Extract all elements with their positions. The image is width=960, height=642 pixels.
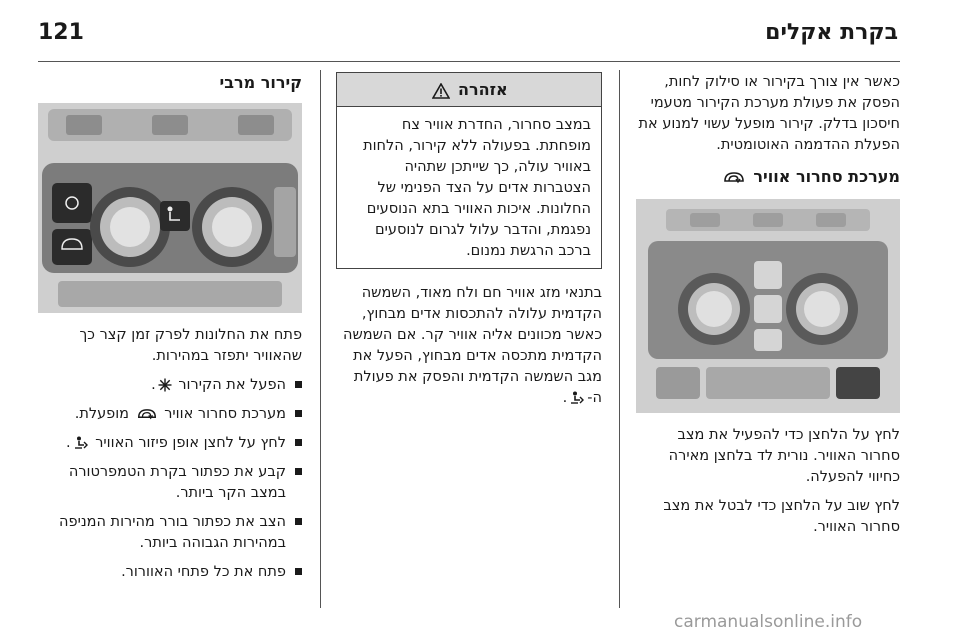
list-item: לחץ על לחצן אופן פיזור האוויר . xyxy=(38,433,302,454)
list-item: קבע את כפתור בקרת הטמפרטורה במצב הקר ביותר. xyxy=(38,462,302,504)
humid-weather-paragraph: בתנאי מזג אוויר חם ולח מאוד, השמשה הקדמית עלולה להתכסות אדים מבחוץ, כאשר מכוונים אליה אוויר קר. אם השמשה הקדמית מתכסה אדים מבחוץ, הפעל את מגב השמשה הקדמית והפסק את פעולת ה-. xyxy=(343,285,602,406)
column-divider xyxy=(619,70,620,608)
warning-body: במצב סחרור, החדרת אוויר צח מופחתת. בפעולה ללא קירור, הלחות באוויר עולה, כך שייתכן שתהיה הצטברות אדים על הצד הפנימי של החלונות. איכות האוויר בתא הנוסעים נפגמת, והדבר עלול לגרום לנוסעים ברכב הרגשת נמנום. xyxy=(363,117,591,259)
warning-box xyxy=(336,72,602,269)
warning-header xyxy=(337,73,601,107)
max-cooling-heading: קירור מרבי xyxy=(219,73,302,92)
air-distribution-icon xyxy=(73,436,89,450)
bullet-square xyxy=(295,410,302,417)
intro-paragraph: כאשר אין צורך בקירור או סילוק לחות, הפסק את פעולת מערכת הקירור מטעמי חיסכון בדלק. קירור מופעל עשוי למנוע את הפעלת ההדממה האוטומטית. xyxy=(638,74,900,153)
recirculation-icon xyxy=(136,408,158,421)
column-divider xyxy=(320,70,321,608)
recirculation-off-paragraph: לחץ שוב על הלחצן כדי לבטל את מצב סחרור האוויר. xyxy=(663,498,900,535)
section-heading-recirculation xyxy=(636,166,900,187)
watermark: carmanualsonline.info xyxy=(674,612,863,632)
page-title: בקרת אקלים xyxy=(765,20,898,45)
header-rule xyxy=(38,61,900,62)
max-cooling-steps xyxy=(38,375,302,583)
bullet-square xyxy=(295,439,302,446)
control-panel-photo-max-cooling xyxy=(38,103,302,313)
ac-snowflake-icon xyxy=(158,378,172,392)
control-panel-photo-recirculation xyxy=(636,199,900,413)
recirculation-icon xyxy=(722,171,746,185)
list-item: פתח את כל פתחי האוורור. xyxy=(38,562,302,583)
warning-title: אזהרה xyxy=(457,80,508,99)
warning-triangle-icon xyxy=(432,83,450,99)
list-item: הפעל את הקירור . xyxy=(38,375,302,396)
section-heading-text: מערכת סחרור אוויר xyxy=(753,167,900,186)
page-header xyxy=(38,14,898,54)
air-distribution-icon xyxy=(569,391,585,405)
bullet-square xyxy=(295,381,302,388)
middle-column xyxy=(336,72,602,417)
page-number: 121 xyxy=(38,20,84,45)
left-column xyxy=(38,72,302,591)
right-column xyxy=(636,72,900,546)
recirculation-on-paragraph: לחץ על הלחצן כדי להפעיל את מצב סחרור האוויר. נורית לד בלחצן מאירה כחיווי להפעלה. xyxy=(668,427,900,485)
list-item: מערכת סחרור אוויר מופעלת. xyxy=(38,404,302,425)
bullet-square xyxy=(295,518,302,525)
bullet-square xyxy=(295,568,302,575)
list-item: הצב את כפתור בורר מהירות המניפה במהירות הגבוהה ביותר. xyxy=(38,512,302,554)
open-windows-paragraph: פתח את החלונות לפרק זמן קצר כך שהאוויר יתפזר במהירות. xyxy=(79,327,302,364)
bullet-square xyxy=(295,468,302,475)
